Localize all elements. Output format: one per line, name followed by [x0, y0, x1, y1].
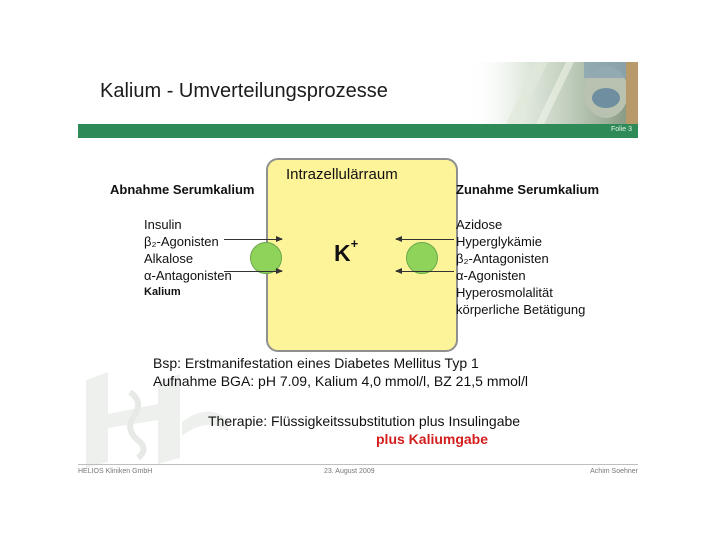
right-arrow-upper: [396, 239, 454, 240]
slide-title: Kalium - Umverteilungsprozesse: [100, 80, 388, 102]
footer-divider: [78, 464, 638, 465]
right-arrow-lower: [396, 271, 454, 272]
example-line-1: Bsp: Erstmanifestation eines Diabetes Mellitus Typ 1: [153, 355, 479, 371]
list-item-bold: Kalium: [144, 286, 181, 298]
list-item: α-Antagonisten: [144, 268, 232, 283]
list-item: β₂-Agonisten: [144, 234, 219, 249]
intracellular-label: Intrazellulärraum: [286, 166, 398, 183]
left-heading: Abnahme Serumkalium: [110, 182, 255, 197]
potassium-ion: [334, 236, 359, 267]
slide-number: Folie 3: [610, 126, 632, 133]
right-ion-channel: [406, 242, 438, 274]
footer-company: HELIOS Kliniken GmbH: [78, 468, 153, 475]
ion-charge: +: [350, 236, 359, 252]
list-item: β₂-Antagonisten: [456, 251, 549, 266]
list-item: Hyperglykämie: [456, 234, 542, 249]
right-heading: Zunahme Serumkalium: [456, 182, 600, 197]
ion-symbol: K: [334, 240, 351, 266]
footer-date: 23. August 2009: [324, 468, 375, 475]
list-item: α-Agonisten: [456, 268, 526, 283]
example-line-2: Aufnahme BGA: pH 7.09, Kalium 4,0 mmol/l, BZ 21,5 mmol/l: [153, 373, 529, 389]
right-factor-list: [456, 216, 585, 318]
left-arrow-lower: [224, 271, 282, 272]
list-item: körperliche Betätigung: [456, 302, 586, 317]
therapy-text: Therapie: Flüssigkeitssubstitution plus Insulingabe: [208, 413, 521, 429]
header-photo: [466, 62, 638, 124]
list-item: Insulin: [144, 217, 182, 232]
list-item: Alkalose: [144, 251, 194, 266]
example-text: [153, 354, 528, 390]
left-factor-list: [144, 216, 232, 301]
header-bar: [78, 124, 638, 138]
therapy-highlight: plus Kaliumgabe: [376, 431, 489, 447]
list-item: Hyperosmolalität: [456, 285, 553, 300]
footer-author: Achim Soehner: [590, 468, 638, 475]
left-arrow-upper: [224, 239, 282, 240]
list-item: Azidose: [456, 217, 503, 232]
slide: [78, 62, 638, 482]
